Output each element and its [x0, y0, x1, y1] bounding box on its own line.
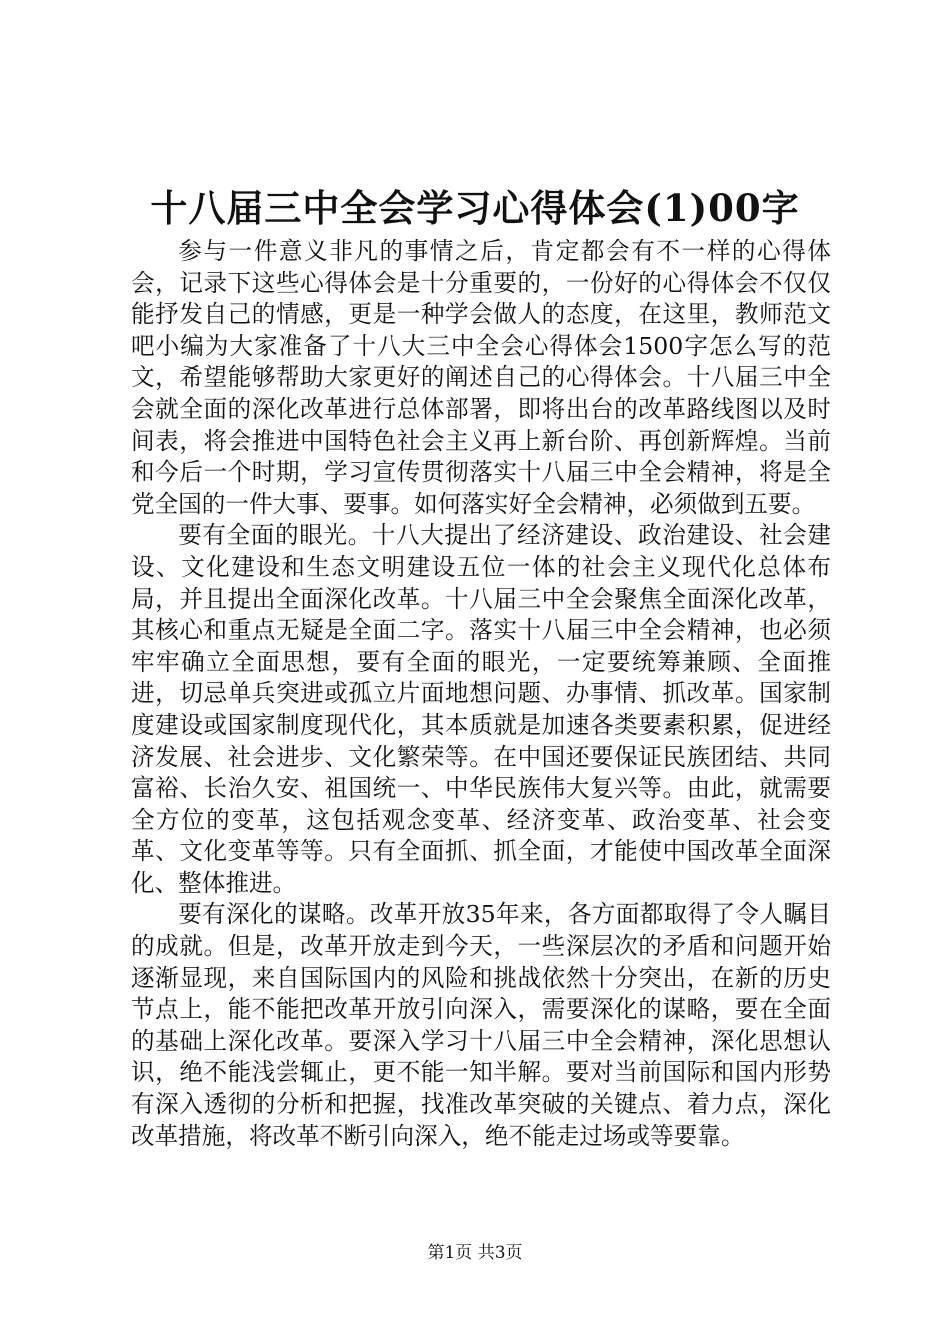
paragraph-3: 要有深化的谋略。改革开放35年来，各方面都取得了令人瞩目的成就。但是，改革开放走到今天，一些深层次的矛盾和问题开始逐渐显现，来自国际国内的风险和挑战依然十分突出，在新的历史节点上，能不能把改革开放引向深入，需要深化的谋略，要在全面的基础上深化改革。要深入学习十八届三中全会精神，深化思想认识，绝不能浅尝辄止，更不能一知半解。要对当前国际和国内形势有深入透彻的分析和把握，找准改革突破的关键点、着力点，深化改革措施，将改革不断引向深入，绝不能走过场或等要靠。: [131, 900, 831, 1150]
page-footer: 第1页 共3页: [427, 1243, 523, 1263]
page-title: 十八届三中全会学习心得体会(1)00字: [150, 186, 800, 230]
paragraph-1: 参与一件意义非凡的事情之后，肯定都会有不一样的心得体会，记录下这些心得体会是十分重要的，一份好的心得体会不仅仅能抒发自己的情感，更是一种学会做人的态度，在这里，教师范文吧小编为大家准备了十八大三中全会心得体会1500字怎么写的范文，希望能够帮助大家更好的阐述自己的心得体会。十八届三中全会就全面的深化改革进行总体部署，即将出台的改革路线图以及时间表，将会推进中国特色社会主义再上新台阶、再创新辉煌。当前和今后一个时期，学习宣传贯彻落实十八届三中全会精神，将是全党全国的一件大事、要事。如何落实好全会精神，必须做到五要。: [131, 237, 831, 518]
paragraph-2: 要有全面的眼光。十八大提出了经济建设、政治建设、社会建设、文化建设和生态文明建设五位一体的社会主义现代化总体布局，并且提出全面深化改革。十八届三中全会聚焦全面深化改革，其核心和重点无疑是全面二字。落实十八届三中全会精神，也必须牢牢确立全面思想，要有全面的眼光，一定要统筹兼顾、全面推进，切忌单兵突进或孤立片面地想问题、办事情、抓改革。国家制度建设或国家制度现代化，其本质就是加速各类要素积累，促进经济发展、社会进步、文化繁荣等。在中国还要保证民族团结、共同富裕、长治久安、祖国统一、中华民族伟大复兴等。由此，就需要全方位的变革，这包括观念变革、经济变革、政治变革、社会变革、文化变革等等。只有全面抓、抓全面，才能使中国改革全面深化、整体推进。: [131, 521, 831, 897]
document-body: [131, 236, 831, 1152]
